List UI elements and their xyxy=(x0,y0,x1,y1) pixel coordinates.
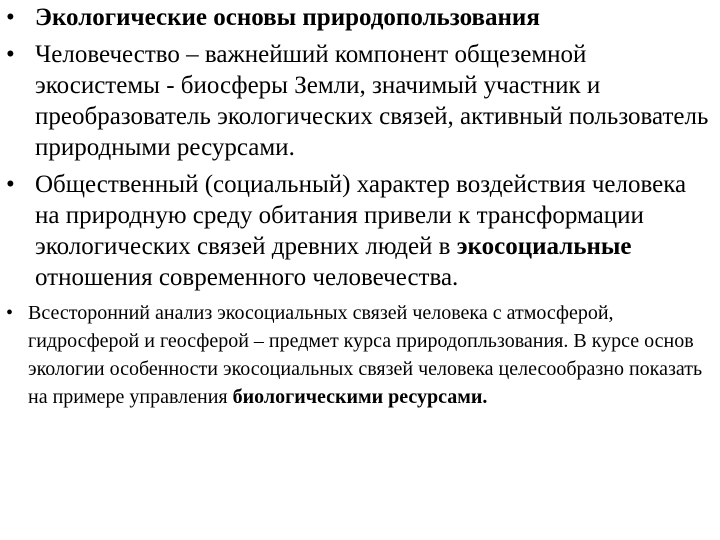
bullet-icon: • xyxy=(6,41,15,68)
bullet-list xyxy=(6,2,714,411)
paragraph-text: Человечество – важнейший компонент общеземной экосистемы - биосферы Земли, значимый участник и преобразователь экологических связей, активный пользователь природными ресурсами. xyxy=(35,41,709,161)
heading-text: Экологические основы природопользования xyxy=(35,4,540,31)
paragraph-text-before: Всесторонний анализ экосоциальных связей человека с атмосферой, гидросферой и геосферой – предмет курса природопльзования. В курсе основ экологии особенности экосоциальных связей человека целесообразно показать на примере управления xyxy=(28,302,703,408)
bullet-item-humanity xyxy=(6,39,714,163)
bullet-item-title xyxy=(6,2,714,33)
bullet-icon: • xyxy=(6,4,15,31)
bullet-icon: • xyxy=(6,171,15,198)
emphasis-term: биологическими ресурсами. xyxy=(232,386,488,408)
bullet-icon: • xyxy=(6,302,14,324)
bullet-item-analysis xyxy=(6,299,714,411)
paragraph-text-before: Общественный (социальный) характер воздействия человека на природную среду обитания привели к трансформации экологических связей древних людей в xyxy=(35,171,687,260)
bullet-item-social xyxy=(6,169,714,293)
paragraph-text-after: отношения современного человечества. xyxy=(35,264,459,291)
emphasis-term: экосоциальные xyxy=(456,233,632,260)
